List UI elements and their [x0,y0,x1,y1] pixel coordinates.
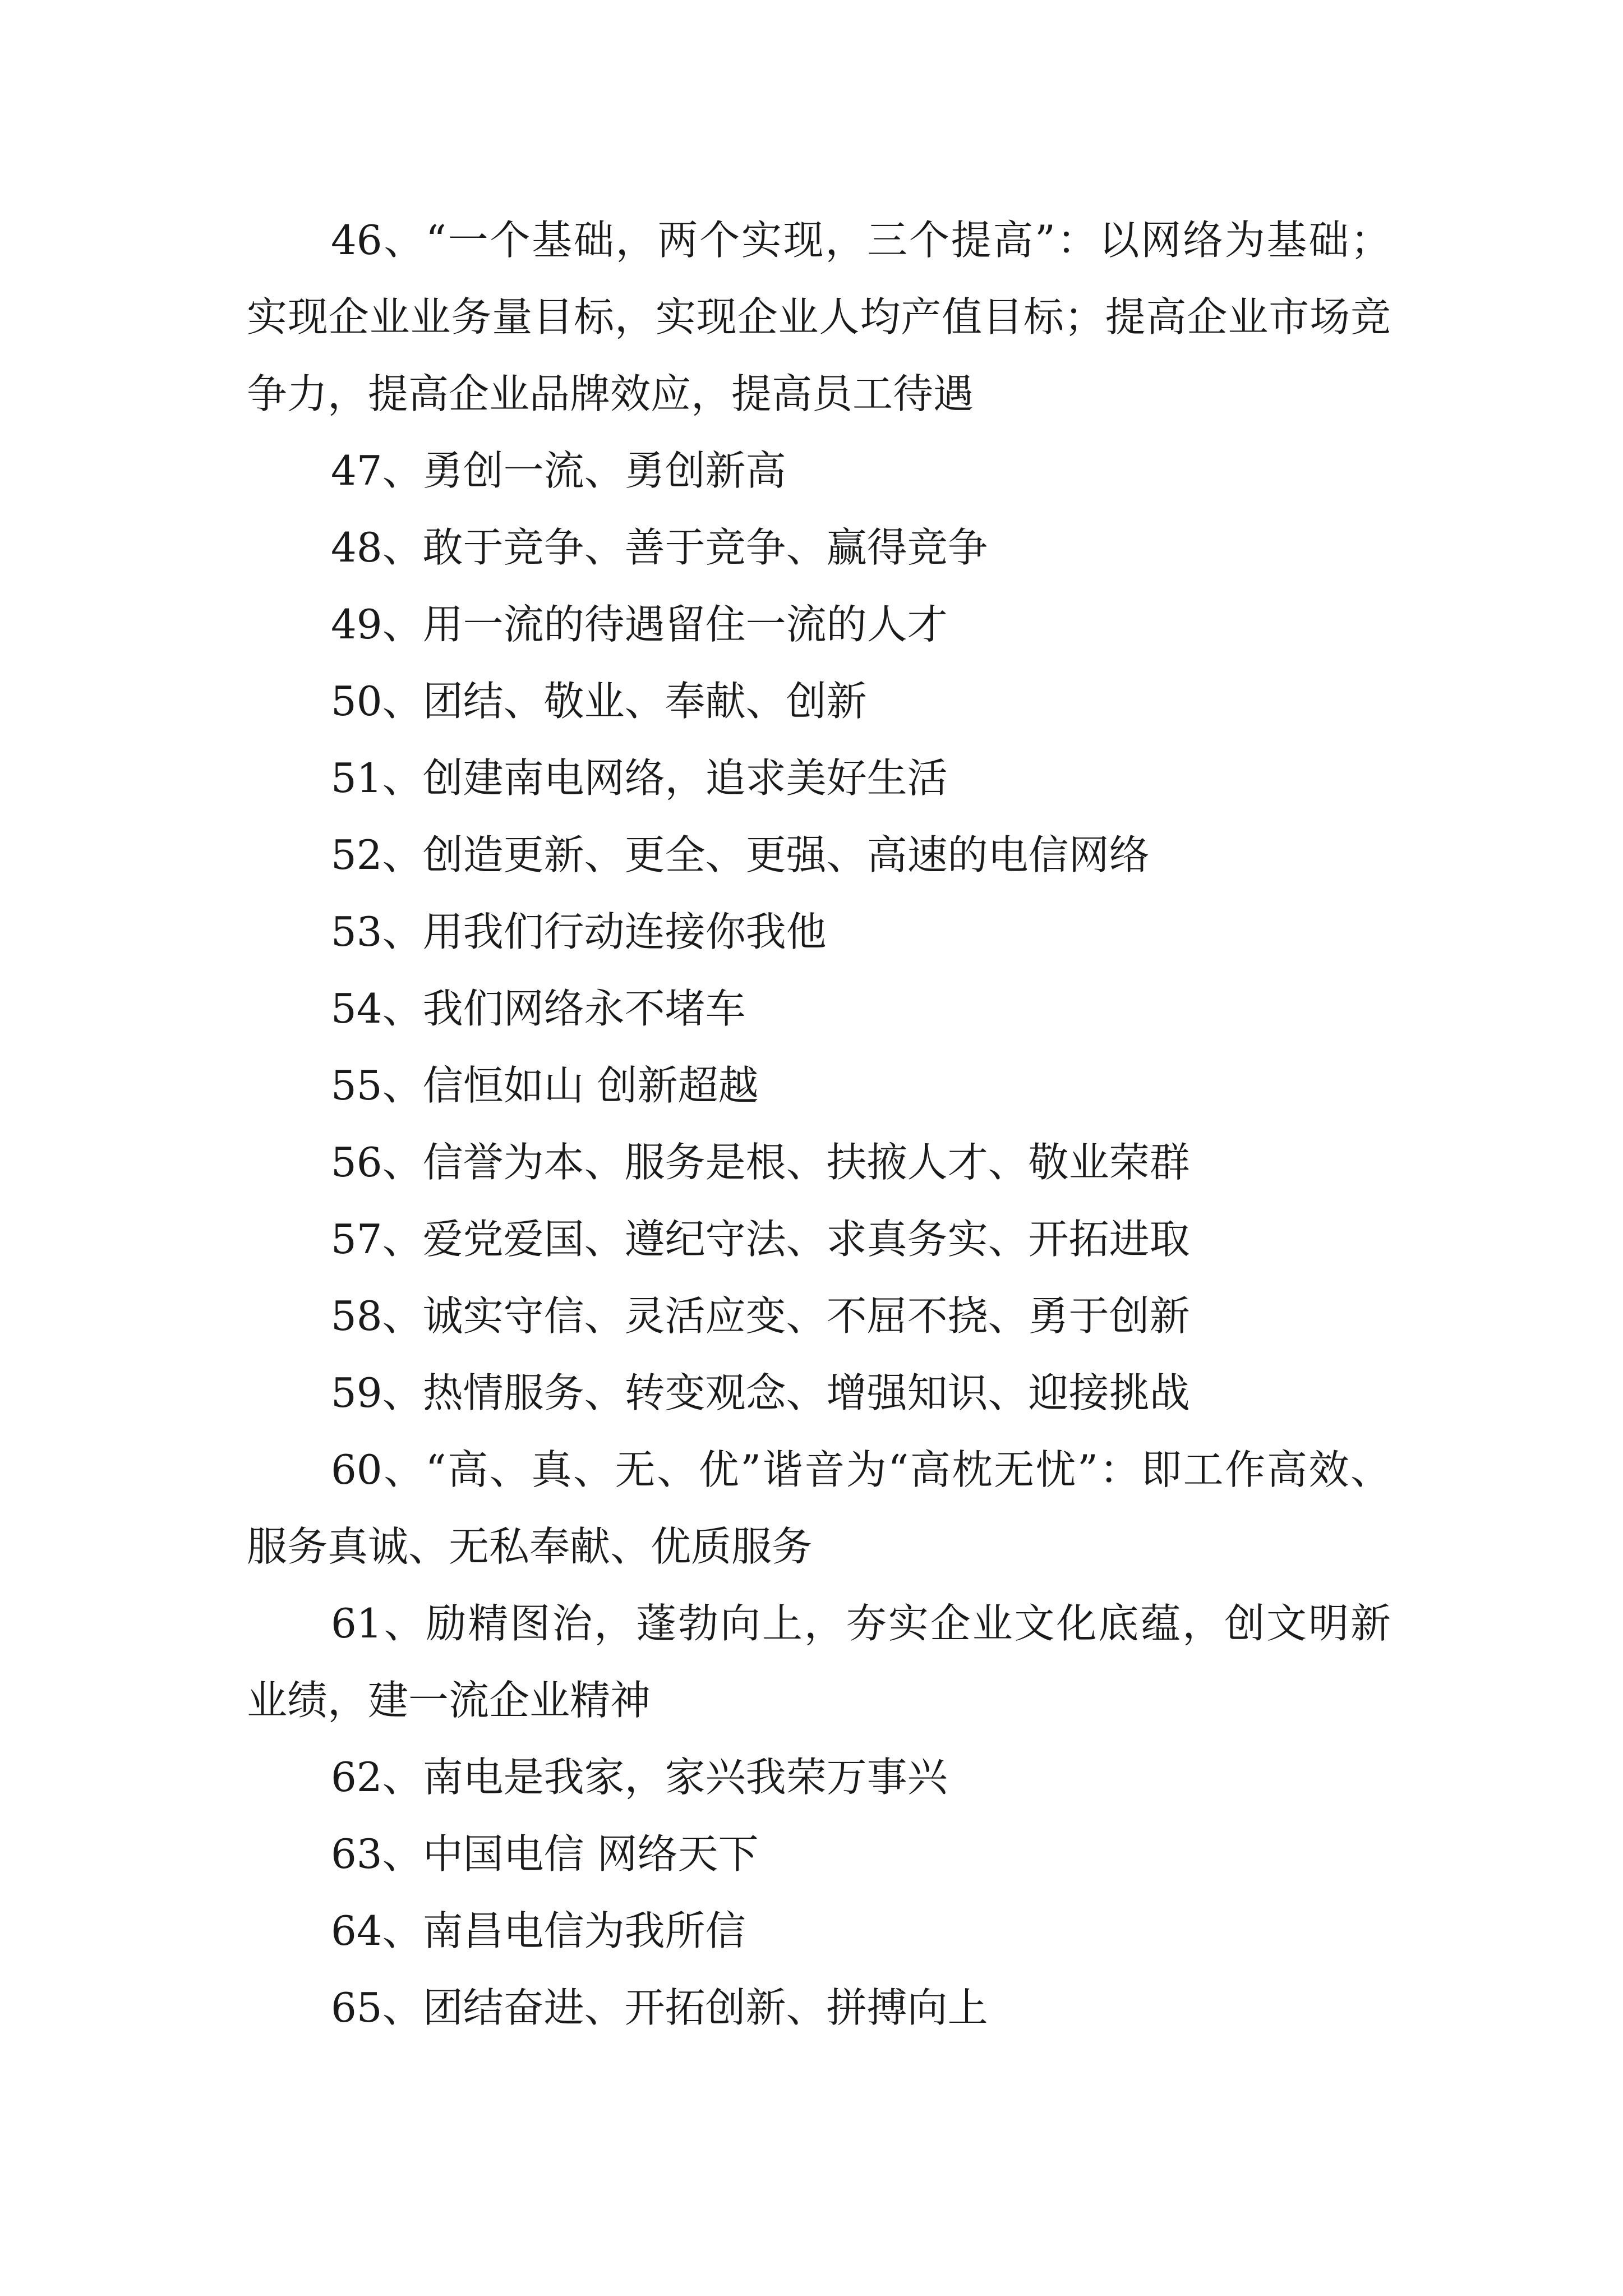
list-item: 62、南电是我家，家兴我荣万事兴 [331,1754,948,1801]
list-item: 64、南昌电信为我所信 [331,1907,746,1954]
list-item: 53、用我们行动连接你我他 [331,908,827,955]
list-item: 52、创造更新、更全、更强、高速的电信网络 [331,831,1150,878]
list-item: 57、爱党爱国、遵纪守法、求真务实、开拓进取 [331,1216,1190,1263]
list-item: 59、热情服务、转变观念、增强知识、迎接挑战 [331,1369,1190,1416]
list-item: 60、“高、真、无、优”谐音为“高枕无忧”：即工作高效、服务真诚、无私奉献、优质服务 [247,1446,1391,1570]
list-item: 48、敢于竞争、善于竞争、赢得竞争 [331,524,988,571]
list-item: 51、创建南电网络，追求美好生活 [331,754,948,802]
list-item: 49、用一流的待遇留住一流的人才 [331,601,948,648]
list-item: 63、中国电信 网络天下 [331,1830,759,1878]
list-item: 50、团结、敬业、奉献、创新 [331,678,867,725]
list-item: 58、诚实守信、灵活应变、不屈不挠、勇于创新 [331,1292,1190,1340]
list-item: 54、我们网络永不堵车 [331,985,746,1032]
list-item: 56、信誉为本、服务是根、扶掖人才、敬业荣群 [331,1139,1190,1186]
list-item: 65、团结奋进、开拓创新、拼搏向上 [331,1984,988,2031]
slogan-list [247,202,1391,2046]
list-item: 47、勇创一流、勇创新高 [331,447,786,494]
list-item: 46、“一个基础，两个实现，三个提高”：以网络为基础；实现企业业务量目标，实现企业人均产值目标；提高企业市场竞争力，提高企业品牌效应，提高员工待遇 [247,217,1391,417]
list-item: 55、信恒如山 创新超越 [331,1062,759,1109]
list-item: 61、励精图治，蓬勃向上，夯实企业文化底蕴，创文明新业绩，建一流企业精神 [247,1600,1391,1724]
